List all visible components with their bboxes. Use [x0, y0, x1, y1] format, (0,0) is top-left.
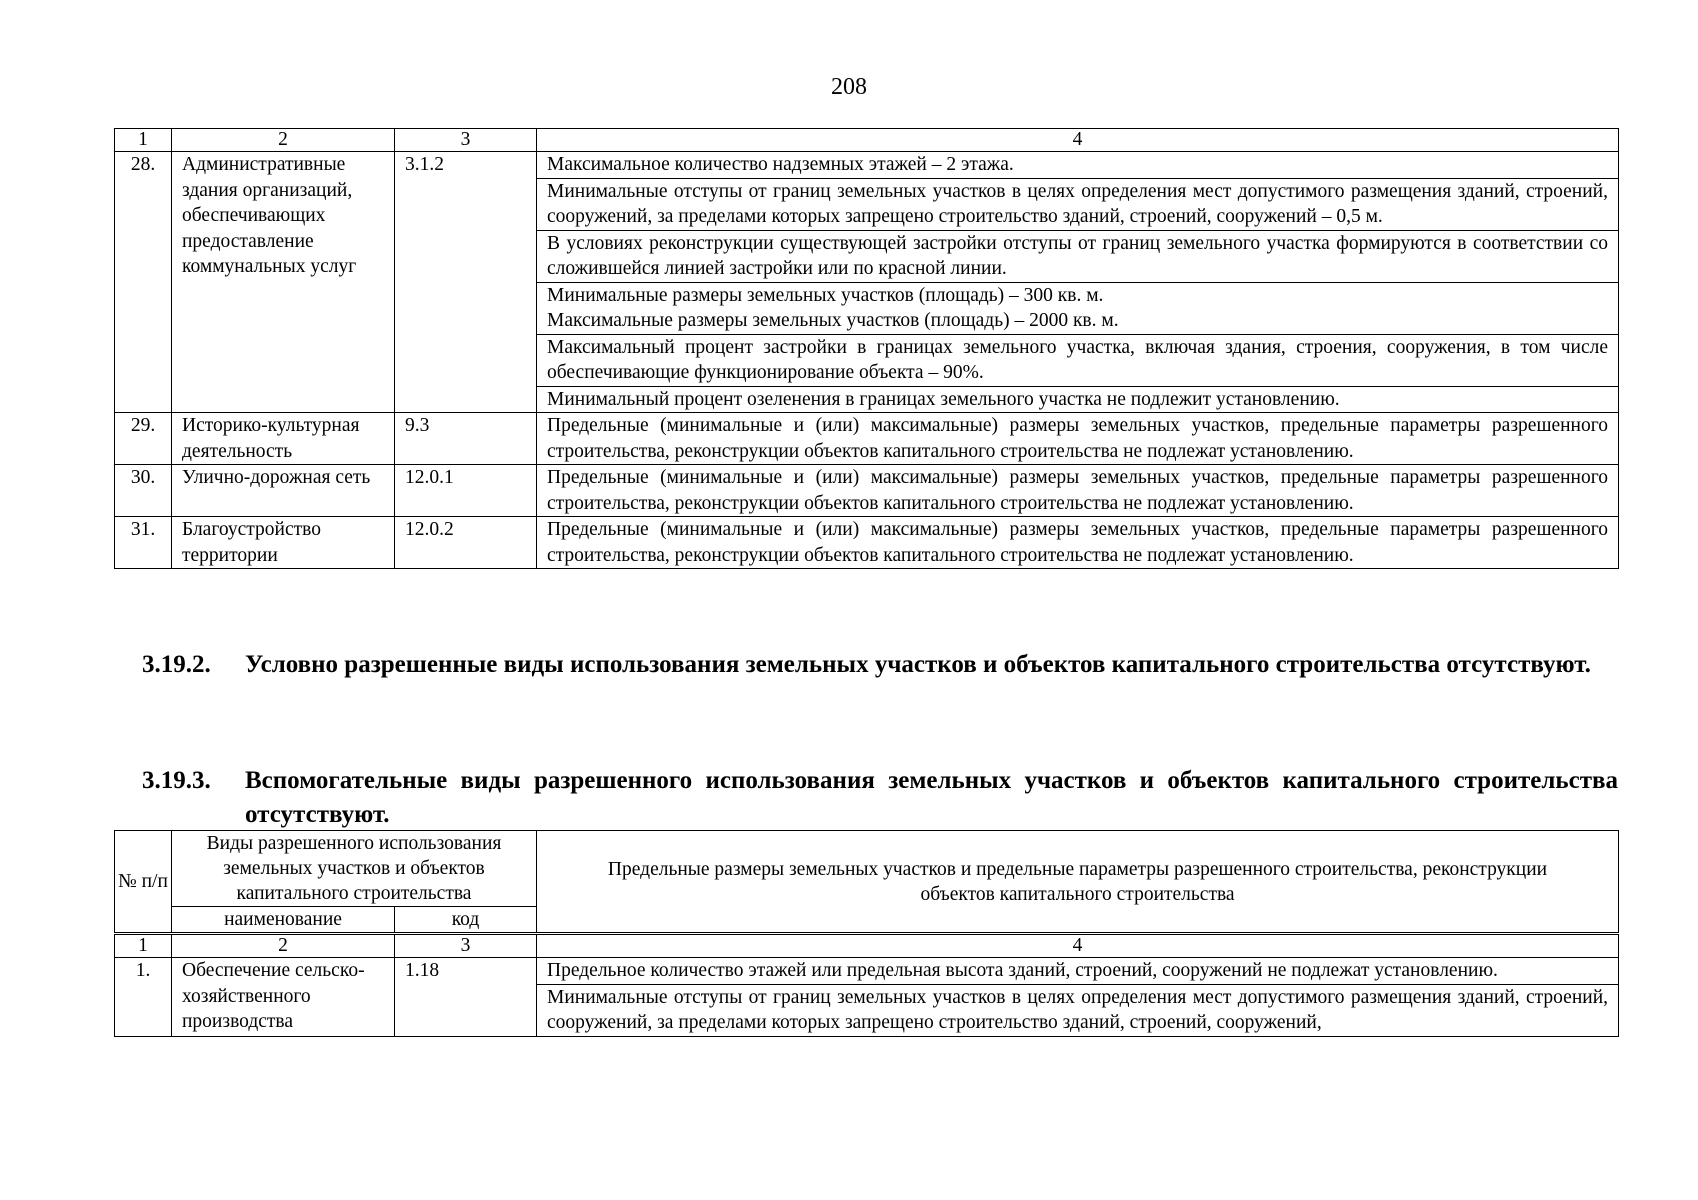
- parameter-cell: Максимальное количество надземных этажей – 2 этажа.: [537, 152, 1619, 179]
- use-type-name: Административные здания организаций, обеспечивающих предоставление коммунальных услуг: [172, 152, 395, 413]
- table-row: [115, 413, 1619, 465]
- row-number: 31.: [115, 517, 172, 569]
- column-number: 4: [537, 934, 1619, 958]
- parameter-line: Максимальные размеры земельных участков (площадь) – 2000 кв. м.: [547, 310, 1119, 331]
- column-number: 2: [172, 934, 395, 958]
- column-numbers-row: [115, 934, 1619, 958]
- page-number: 208: [831, 74, 867, 100]
- parameter-cell: Минимальный процент озеленения в границах земельного участка не подлежит установлению.: [537, 386, 1619, 413]
- row-number: 30.: [115, 465, 172, 517]
- parameter-cell: Предельные (минимальные и (или) максимальные) размеры земельных участков, предельные параметры разрешенного строительства, реконструкции объектов капитального строительства не подлежат установлению.: [537, 517, 1619, 569]
- column-number: 1: [115, 934, 172, 958]
- header-row: [115, 831, 1619, 907]
- parameter-cell: В условиях реконструкции существующей застройки отступы от границ земельного участка формируются в соответствии со сложившейся линией застройки или по красной линии.: [537, 230, 1619, 282]
- section-title: Условно разрешенные виды использования земельных участков и объектов капитального строительства отсутствуют.: [245, 651, 1591, 678]
- section-number: 3.19.2.: [142, 651, 211, 678]
- parameter-cell: [537, 282, 1619, 334]
- use-type-code: 9.3: [395, 413, 537, 465]
- table-row: [115, 152, 1619, 179]
- use-type-code: 3.1.2: [395, 152, 537, 413]
- header-name: наименование: [172, 907, 395, 934]
- column-number: 3: [395, 934, 537, 958]
- section-title: Вспомогательные виды разрешенного использования земельных участков и объектов капитального строительства отсутствуют.: [245, 767, 1618, 828]
- use-type-name: Обеспечение сельско-хозяйственного производства: [172, 958, 395, 1037]
- parameter-cell: Максимальный процент застройки в границах земельного участка, включая здания, строения, сооружения, в том числе обеспечивающие функционирование объекта – 90%.: [537, 334, 1619, 386]
- parameter-cell: Предельные (минимальные и (или) максимальные) размеры земельных участков, предельные параметры разрешенного строительства, реконструкции объектов капитального строительства не подлежат установлению.: [537, 413, 1619, 465]
- header-limits: Предельные размеры земельных участков и предельные параметры разрешенного строительства, реконструкции объектов капитального строительства: [537, 831, 1619, 934]
- row-number: 29.: [115, 413, 172, 465]
- row-number: 1.: [115, 958, 172, 1037]
- use-type-name: Улично-дорожная сеть: [172, 465, 395, 517]
- header-types: Виды разрешенного использования земельных участков и объектов капитального строительства: [172, 831, 537, 907]
- section-heading-3-19-2: [142, 648, 1618, 682]
- use-type-code: 12.0.1: [395, 465, 537, 517]
- column-number: 2: [172, 129, 395, 152]
- row-number: 28.: [115, 152, 172, 413]
- parameter-cell: Предельное количество этажей или предельная высота зданий, строений, сооружений не подлежат установлению.: [537, 958, 1619, 985]
- header-num: № п/п: [115, 831, 172, 934]
- use-type-code: 1.18: [395, 958, 537, 1037]
- use-type-name: Историко-культурная деятельность: [172, 413, 395, 465]
- column-number: 1: [115, 129, 172, 152]
- table-row: [115, 465, 1619, 517]
- auxiliary-use-table: [114, 830, 1619, 1037]
- table-row: [115, 958, 1619, 985]
- parameter-cell: Минимальные отступы от границ земельных участков в целях определения мест допустимого размещения зданий, строений, сооружений, за пределами которых запрещено строительство зданий, строений, сооружений,: [537, 984, 1619, 1036]
- section-heading-3-19-3: [142, 764, 1618, 832]
- parameter-cell: Предельные (минимальные и (или) максимальные) размеры земельных участков, предельные параметры разрешенного строительства, реконструкции объектов капитального строительства не подлежат установлению.: [537, 465, 1619, 517]
- land-use-table: [114, 128, 1619, 569]
- header-code: код: [395, 907, 537, 934]
- column-number: 3: [395, 129, 537, 152]
- use-type-code: 12.0.2: [395, 517, 537, 569]
- section-number: 3.19.3.: [142, 767, 211, 794]
- parameter-line: Минимальные размеры земельных участков (площадь) – 300 кв. м.: [547, 284, 1104, 306]
- table-row: [115, 517, 1619, 569]
- column-numbers-row: [115, 129, 1619, 152]
- parameter-cell: Минимальные отступы от границ земельных участков в целях определения мест допустимого размещения зданий, строений, сооружений, за пределами которых запрещено строительство зданий, строений, сооружений – 0,5 м.: [537, 178, 1619, 230]
- column-number: 4: [537, 129, 1619, 152]
- use-type-name: Благоустройство территории: [172, 517, 395, 569]
